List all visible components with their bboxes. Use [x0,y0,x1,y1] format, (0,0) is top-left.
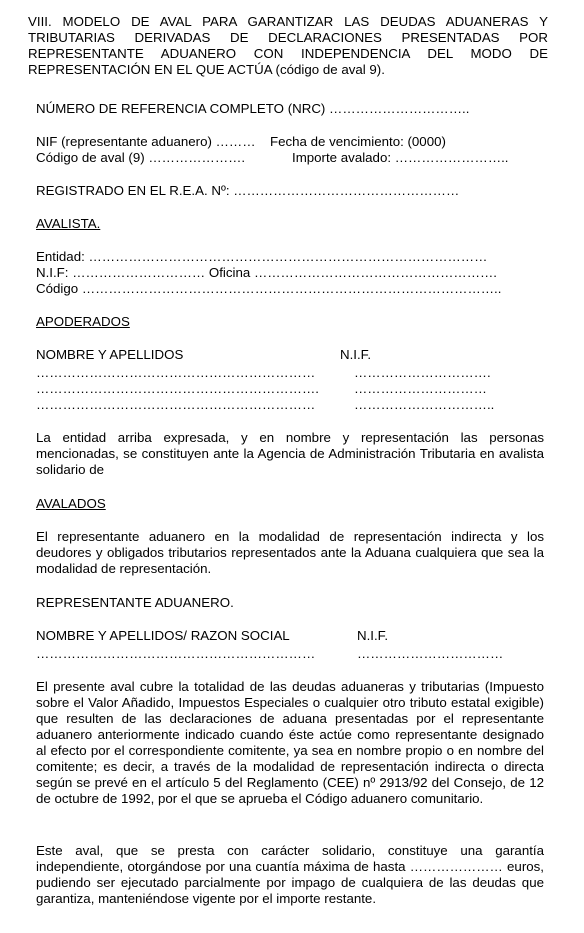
apoderado-nif-1: …………………………. [354,365,491,380]
aval-scope-paragraph: El presente aval cubre la totalidad de las deudas aduaneras y tributarias (Impuesto sobre el Valor Añadido, Impuestos Especiales o cualquier otro tributo estatal exigible) que resulten de las declaraciones de aduana presentadas por el representante aduanero anteriormente indicado cuando éste actúe como representante designado al efecto por el correspondiente comitente, ya sea en nombre propio o en nombre del comitente; es decir, a través de la modalidad de representación indirecta o directa según se prevé en el artículo 5 del Reglamento (CEE) nº 2913/92 del Consejo, de 12 de octubre de 1992, por el que se aprueba el Código aduanero comunitario. [36,679,544,806]
avalista-codigo: Código ………………………………………………………………………………….. [36,281,502,296]
apoderado-nif-3: ………………………….. [354,397,495,412]
document-title: VIII. MODELO DE AVAL PARA GARANTIZAR LAS DEUDAS ADUANERAS Y TRIBUTARIAS DERIVADAS DE DECLARACIONES PRESENTADAS POR REPRESENTANTE ADUANERO CON INDEPENDENCIA DEL MODO DE REPRESENTACIÓN EN EL QUE ACTÚA (código de aval 9). [28,14,548,77]
avalista-heading: AVALISTA. [36,216,101,231]
representante-name-line: ……………………………………………………… [36,646,316,661]
avalados-paragraph: El representante aduanero en la modalidad de representación indirecta y los deudores y obligados tributarios representados ante la Aduana cualquiera que sea la modalidad de representación. [36,529,544,576]
avalados-heading: AVALADOS [36,496,106,511]
apoderado-name-1: ……………………………………………………… [36,365,316,380]
fecha-vencimiento-line: Fecha de vencimiento: (0000) [270,134,446,149]
apoderado-name-2: ………………………………………………………. [36,381,319,396]
importe-avalado-line: Importe avalado: …………………….. [292,150,509,165]
avalista-nif-oficina: N.I.F: ………………………… Oficina ………………………………………………. [36,265,497,280]
rea-line: REGISTRADO EN EL R.E.A. Nº: …………………………………………… [36,183,460,198]
apoderados-col-name: NOMBRE Y APELLIDOS [36,347,184,362]
apoderados-heading: APODERADOS [36,314,130,329]
apoderados-col-nif: N.I.F. [340,347,372,362]
nrc-line: NÚMERO DE REFERENCIA COMPLETO (NRC) ………………………….. [36,101,470,116]
representante-nif-line: …………………………… [357,646,504,661]
nif-representante-line: NIF (representante aduanero) ……… [36,134,256,149]
representante-heading: REPRESENTANTE ADUANERO. [36,595,234,610]
representante-col-name: NOMBRE Y APELLIDOS/ RAZON SOCIAL [36,628,290,643]
codigo-aval-line: Código de aval (9) …………………. [36,150,246,165]
representante-col-nif: N.I.F. [357,628,389,643]
entidad-paragraph: La entidad arriba expresada, y en nombre y representación las personas mencionadas, se constituyen ante la Agencia de Administración Tributaria en avalista solidario de [36,430,544,477]
apoderado-name-3: ……………………………………………………… [36,397,316,412]
avalista-entidad: Entidad: ……………………………………………………………………………… [36,249,488,264]
aval-amount-paragraph: Este aval, que se presta con carácter solidario, constituye una garantía independiente, otorgándose por una cuantía máxima de hasta ………………… euros, pudiendo ser ejecutado parcialmente por impago de cualquiera de las deudas que garantiza, manteniéndose vigente por el importe restante. [36,843,544,906]
apoderado-nif-2: ………………………… [354,381,487,396]
